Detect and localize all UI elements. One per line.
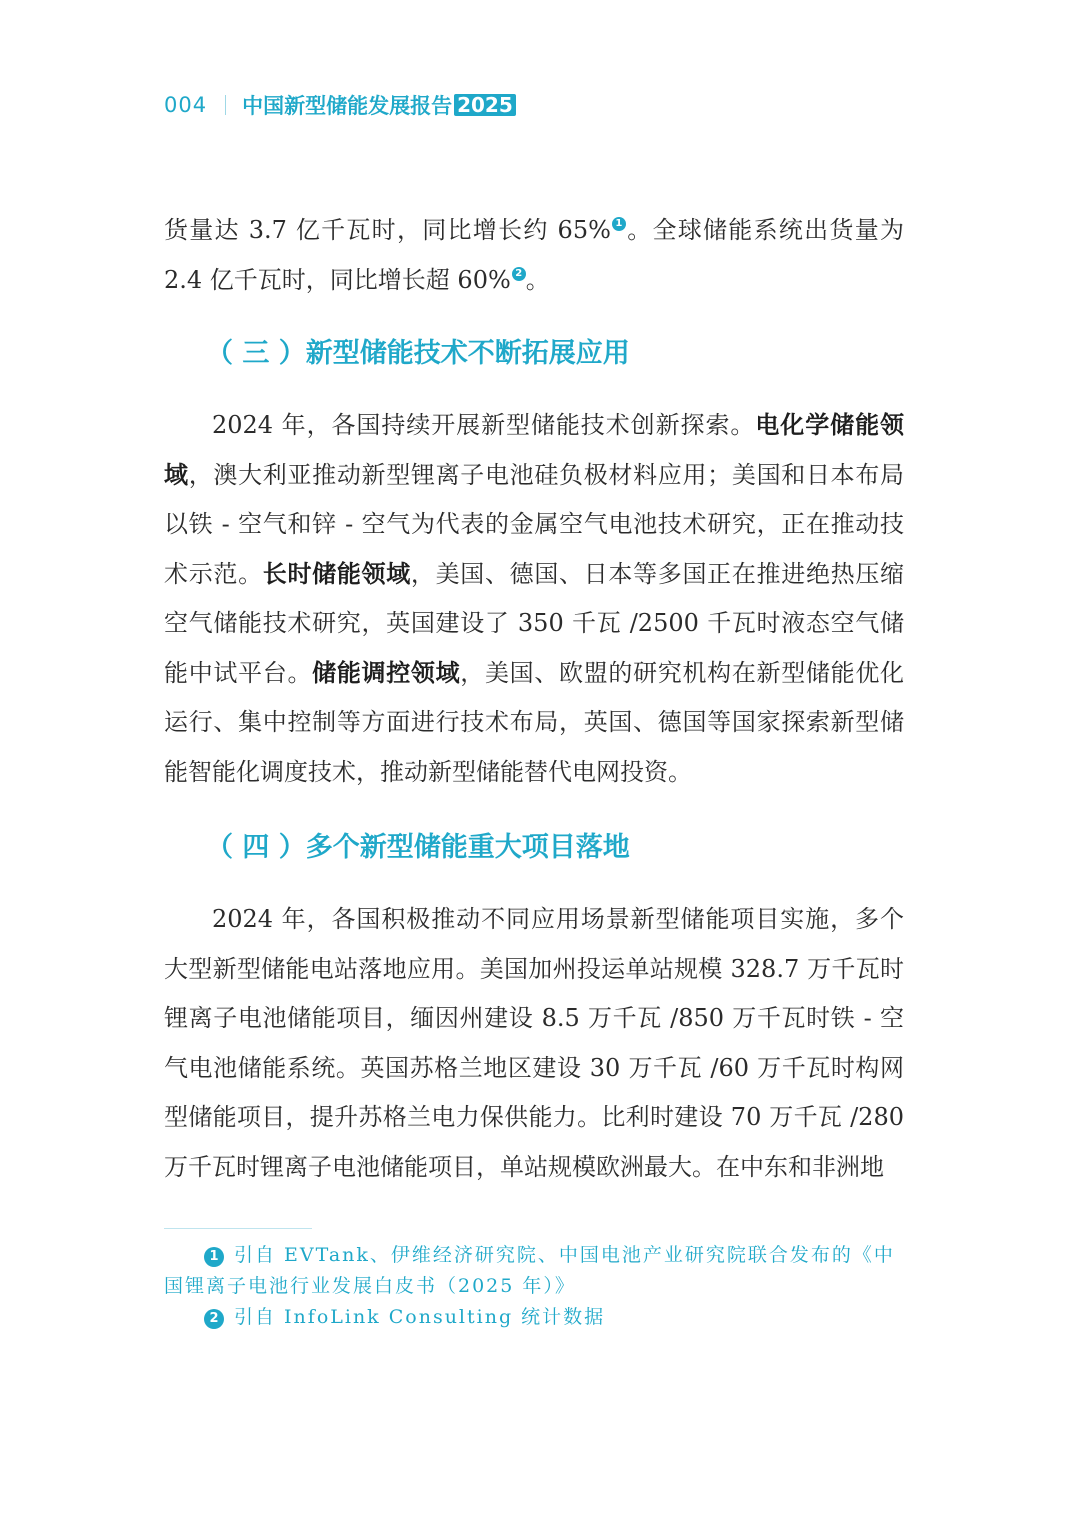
footnote-marker-2: 2 bbox=[204, 1309, 224, 1329]
section-3-bold-3: 储能调控领域 bbox=[312, 658, 461, 687]
page-header bbox=[164, 88, 516, 122]
section-3-text-1: 2024 年，各国持续开展新型储能技术创新探索。 bbox=[212, 411, 756, 439]
report-title: 中国新型储能发展报告 bbox=[242, 94, 453, 118]
section-3-text-2: ，澳大利亚推动新型锂离子电池硅负极材料应用；美国和日本布局以铁 - 空气和锌 - 空气为代表的金属空气电池技术研究，正在推动技术示范。 bbox=[164, 460, 905, 588]
section-3-text-3: ，美国、德国、日本等多国正在推进绝热压缩空气储能技术研究，英国建设了 350 千瓦 /2500 千瓦时液态空气储能中试平台。 bbox=[164, 559, 905, 687]
section-heading-3: （ 三 ）新型储能技术不断拓展应用 bbox=[206, 338, 630, 369]
section-4-paragraph: 2024 年，各国积极推动不同应用场景新型储能项目实施，多个大型新型储能电站落地应用。美国加州投运单站规模 328.7 万千瓦时锂离子电池储能项目，缅因州建设 8.5 万千瓦 /850 万千瓦时铁 - 空气电池储能系统。英国苏格兰地区建设 30 万千瓦 /60 万千瓦时构网型储能项目，提升苏格兰电力保供能力。比利时建设 70 万千瓦 /280 万千瓦时锂离子电池储能项目，单站规模欧洲最大。在中东和非洲地 bbox=[164, 905, 904, 1181]
footnote-ref-1[interactable]: 1 bbox=[612, 217, 626, 231]
footnote-2-text: 引自 InfoLink Consulting 统计数据 bbox=[234, 1306, 606, 1328]
section-3-paragraph bbox=[164, 401, 904, 797]
footnote-divider bbox=[164, 1228, 312, 1229]
section-3-bold-1: 电化学储能领域 bbox=[164, 411, 904, 489]
main-content bbox=[164, 206, 904, 1192]
report-year-badge: 2025 bbox=[454, 94, 516, 116]
footnote-marker-1: 1 bbox=[204, 1247, 224, 1267]
page-number: 004 bbox=[164, 93, 208, 117]
section-3-text-4: ，美国、欧盟的研究机构在新型储能优化运行、集中控制等方面进行技术布局，英国、德国等国家探索新型储能智能化调度技术，推动新型储能替代电网投资。 bbox=[164, 658, 905, 786]
section-3-bold-2: 长时储能领域 bbox=[262, 559, 411, 588]
header-divider bbox=[225, 95, 226, 115]
footnotes bbox=[164, 1240, 904, 1333]
intro-text-1: 货量达 3.7 亿千瓦时，同比增长约 65% bbox=[164, 216, 611, 244]
section-heading-4: （ 四 ）多个新型储能重大项目落地 bbox=[206, 832, 630, 863]
intro-text-2: 。全球储能系统出货量为 2.4 亿千瓦时，同比增长超 60% bbox=[164, 216, 904, 294]
footnote-2 bbox=[164, 1302, 904, 1333]
intro-paragraph bbox=[164, 206, 904, 305]
footnote-1 bbox=[164, 1240, 904, 1302]
footnote-1-text: 引自 EVTank、伊维经济研究院、中国电池产业研究院联合发布的《中国锂离子电池行业发展白皮书（2025 年）》 bbox=[164, 1244, 895, 1297]
intro-text-3: 。 bbox=[525, 265, 550, 294]
footnote-ref-2[interactable]: 2 bbox=[512, 267, 526, 281]
